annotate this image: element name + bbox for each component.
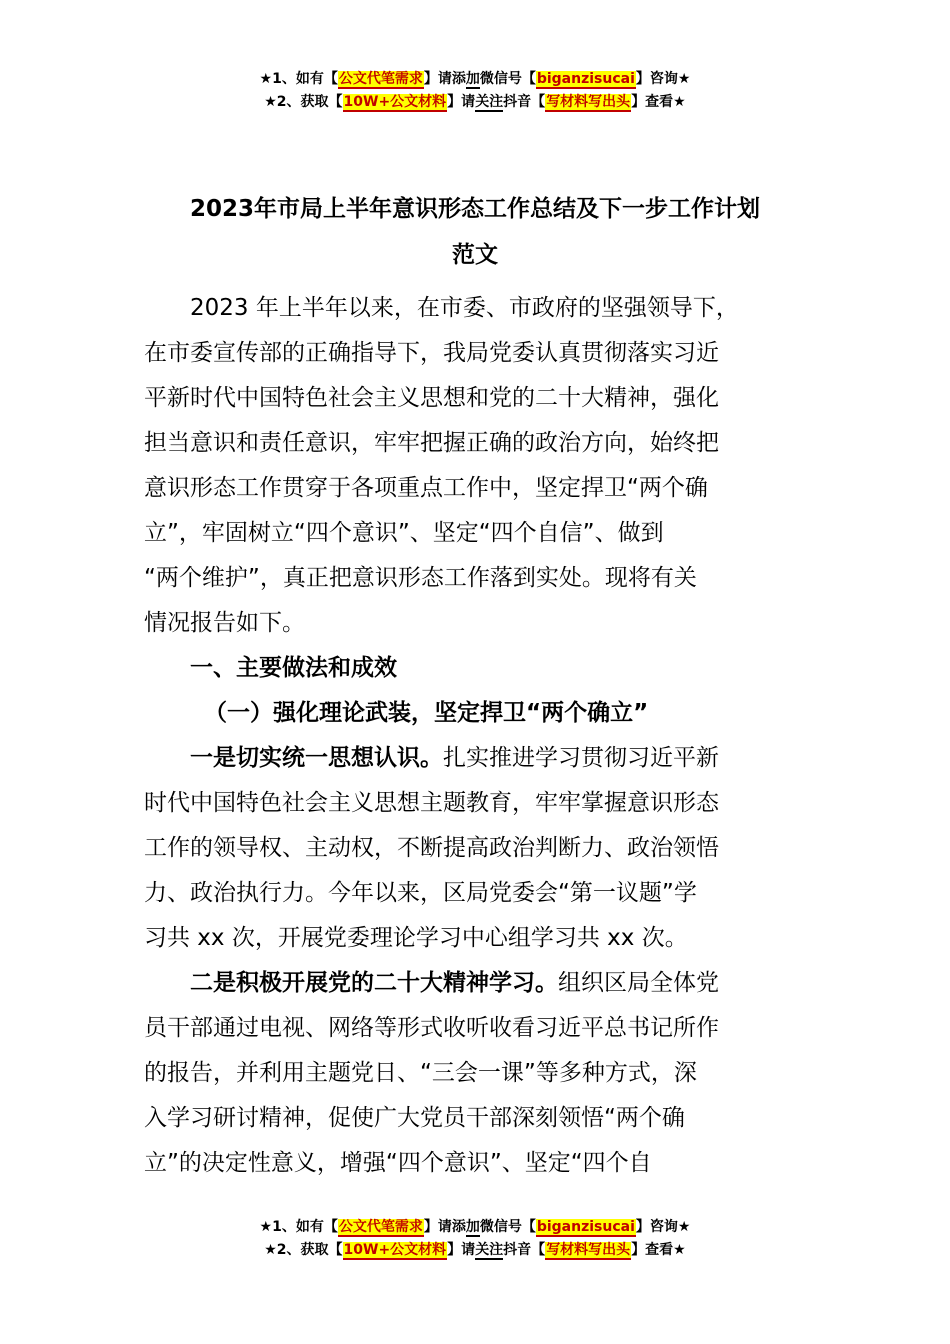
header-banner (0, 68, 950, 114)
subsection-heading-1: （一）强化理论武装，坚定捍卫“两个确立” (204, 700, 649, 726)
section-heading-1: 一、主要做法和成效 (190, 655, 397, 681)
highlight-service: 公文代笔需求 (338, 71, 423, 87)
footer-banner (0, 1216, 950, 1262)
title-line-2: 范文 (452, 242, 498, 268)
paragraph-2: 二是积极开展党的二十大精神学习。组织区局全体党 员干部通过电视、网络等形式收听收看习近平总书记所作 的报告，并利用主题党日、“三会一课”等多种方式，深 入学习研讨精神，促使广大党员干部深刻领悟“两个确 立”的决定性意义，增强“四个意识”、坚定“四个自 (144, 970, 719, 1176)
footer-highlight-service: 公文代笔需求 (338, 1219, 423, 1235)
footer-line-2: ★2、获取【10W+公文材料】请关注抖音【写材料写出头】查看★ (264, 1242, 686, 1258)
footer-highlight-douyin: 写材料写出头 (546, 1242, 631, 1258)
title-line-1: 2023年市局上半年意识形态工作总结及下一步工作计划 (189, 196, 760, 222)
highlight-douyin: 写材料写出头 (546, 94, 631, 110)
banner-line-2: ★2、获取【10W+公文材料】请关注抖音【写材料写出头】查看★ (264, 94, 686, 110)
paragraph-1: 一是切实统一思想认识。扎实推进学习贯彻习近平新 时代中国特色社会主义思想主题教育，牢牢掌握意识形态 工作的领导权、主动权，不断提高政治判断力、政治领悟 力、政治执行力。今年以来，区局党委会“第一议题”学 习共 xx 次，开展党委理论学习中心组学习共 xx 次。 (144, 745, 719, 951)
document-title (0, 186, 950, 278)
paragraph-2-lead: 二是积极开展党的二十大精神学习。 (190, 970, 558, 996)
footer-highlight-materials: 10W+公文材料 (343, 1242, 447, 1258)
banner-line-1: ★1、如有【公文代笔需求】请添加微信号【biganzisucai】咨询★ (259, 71, 691, 87)
document-body (144, 286, 804, 1186)
paragraph-1-lead: 一是切实统一思想认识。 (190, 745, 443, 771)
footer-line-1: ★1、如有【公文代笔需求】请添加微信号【biganzisucai】咨询★ (259, 1219, 691, 1235)
intro-paragraph: 2023 年上半年以来，在市委、市政府的坚强领导下， 在市委宣传部的正确指导下，我局党委认真贯彻落实习近 平新时代中国特色社会主义思想和党的二十大精神，强化 担当意识和责任意识，牢牢把握正确的政治方向，始终把 意识形态工作贯穿于各项重点工作中，坚定捍卫“两个确 立”，牢固树立“四个意识”、坚定“四个自信”、做到 “两个维护”，真正把意识形态工作落到实处。现将有关 情况报告如下。 (144, 295, 739, 636)
highlight-materials: 10W+公文材料 (343, 94, 447, 110)
highlight-wechat-id: biganzisucai (536, 71, 635, 87)
footer-highlight-wechat-id: biganzisucai (536, 1219, 635, 1235)
